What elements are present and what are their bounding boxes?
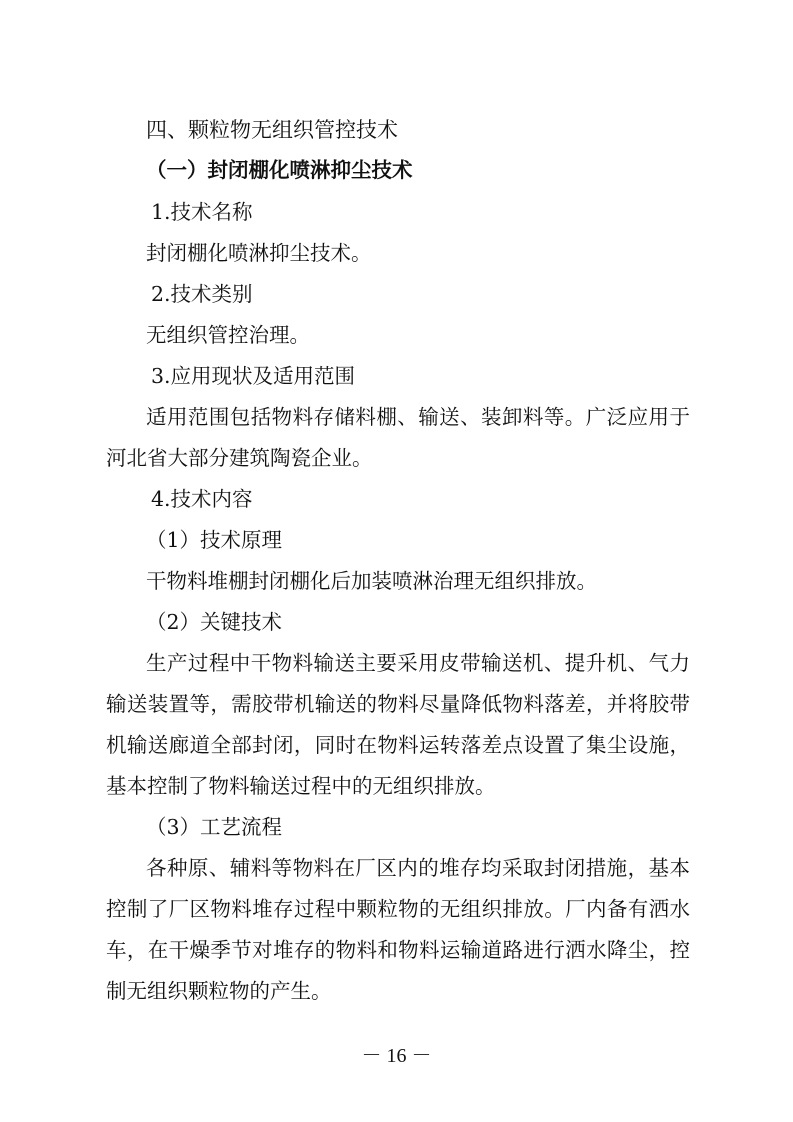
- item-label-process-flow: （3）工艺流程: [146, 815, 283, 839]
- paragraph-key-tech-line: 机输送廊道全部封闭，同时在物料运转落差点设置了集尘设施，: [106, 733, 690, 757]
- paragraph-key-tech-line: 生产过程中干物料输送主要采用皮带输送机、提升机、气力: [146, 651, 690, 675]
- section-heading: 四、颗粒物无组织管控技术: [146, 118, 398, 142]
- paragraph-process-line: 各种原、辅料等物料在厂区内的堆存均采取封闭措施，基本: [146, 856, 690, 880]
- paragraph-key-tech-line: 输送装置等，需胶带机输送的物料尽量降低物料落差，并将胶带: [106, 692, 690, 716]
- paragraph-principle: 干物料堆棚封闭棚化后加装喷淋治理无组织排放。: [146, 569, 597, 593]
- item-label-application-scope: 3.应用现状及适用范围: [151, 364, 356, 388]
- paragraph-scope-line: 河北省大部分建筑陶瓷企业。: [106, 446, 373, 470]
- paragraph-scope-line: 适用范围包括物料存储料棚、输送、装卸料等。广泛应用于: [146, 405, 690, 429]
- paragraph-process-line: 控制了厂区物料堆存过程中颗粒物的无组织排放。厂内备有洒水: [106, 897, 690, 921]
- paragraph-tech-name: 封闭棚化喷淋抑尘技术。: [146, 241, 372, 265]
- paragraph-process-line: 制无组织颗粒物的产生。: [106, 979, 332, 1003]
- item-label-key-tech: （2）关键技术: [146, 610, 283, 634]
- paragraph-key-tech-line: 基本控制了物料输送过程中的无组织排放。: [106, 774, 496, 798]
- paragraph-tech-category: 无组织管控治理。: [146, 323, 310, 347]
- item-label-tech-content: 4.技术内容: [151, 487, 253, 511]
- item-label-principle: （1）技术原理: [146, 528, 283, 552]
- page-number: － 16 －: [361, 1045, 432, 1067]
- paragraph-process-line: 车，在干燥季节对堆存的物料和物料运输道路进行洒水降尘，控: [106, 938, 690, 962]
- subsection-heading: （一）封闭棚化喷淋抑尘技术: [146, 158, 413, 182]
- item-label-tech-category: 2.技术类别: [151, 282, 253, 306]
- item-label-tech-name: 1.技术名称: [151, 200, 253, 224]
